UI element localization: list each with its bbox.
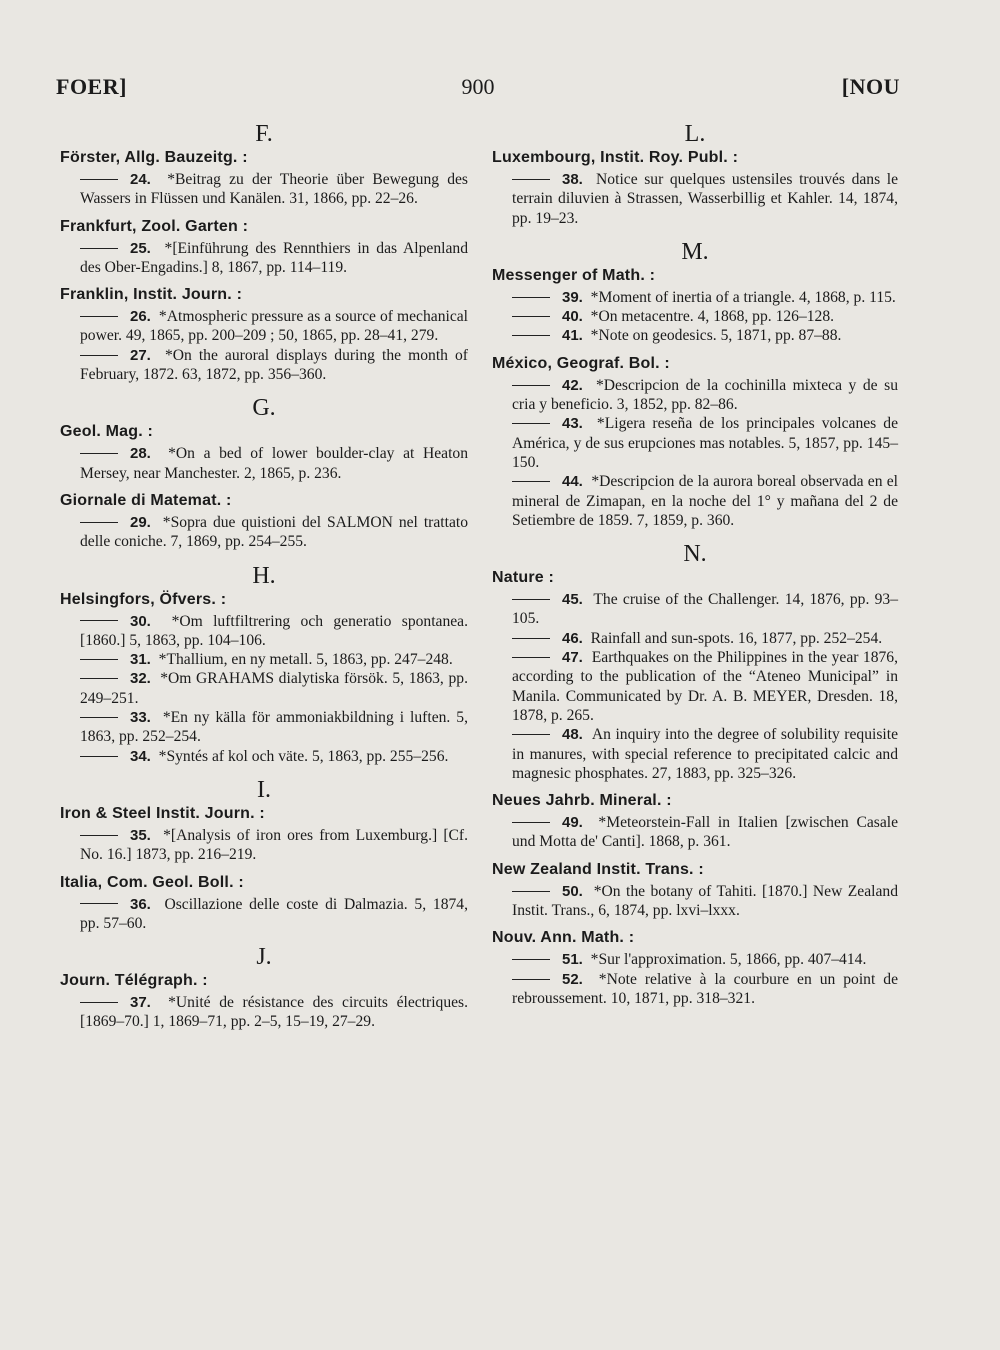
journal-heading: Journ. Télégraph. : — [60, 972, 208, 990]
ditto-dash — [512, 385, 550, 386]
catalogue-entry — [492, 326, 898, 345]
entry-number: 47. — [562, 649, 583, 667]
entry-number: 32. — [130, 670, 151, 688]
entry-number: 40. — [562, 308, 583, 326]
entry-text: *On the auroral displays during the month of February, 1872. 63, 1872, pp. 356–360. — [80, 346, 468, 384]
entry-number: 42. — [562, 376, 583, 394]
journal-heading: Nature : — [492, 569, 555, 587]
catalogue-entry — [60, 895, 468, 934]
ditto-dash — [512, 891, 550, 892]
catalogue-entry — [60, 826, 468, 865]
entry-number: 28. — [130, 445, 151, 463]
ditto-dash — [80, 453, 118, 454]
ditto-dash — [512, 179, 550, 180]
entry-number: 34. — [130, 747, 151, 765]
entry-text: *Om luftfiltrering och generatio spontanea. [1860.] 5, 1863, pp. 104–106. — [80, 612, 469, 649]
journal-heading: Frankfurt, Zool. Garten : — [60, 217, 249, 235]
entry-number: 48. — [562, 726, 583, 744]
section-letter: F. — [255, 121, 273, 147]
ditto-dash — [512, 335, 550, 336]
journal-heading: Franklin, Instit. Journ. : — [60, 286, 243, 304]
catalogue-entry — [492, 414, 898, 472]
journal-heading: Iron & Steel Instit. Journ. : — [60, 804, 265, 822]
ditto-dash — [512, 481, 550, 482]
catalogue-entry — [60, 747, 468, 766]
entry-text: *Beitrag zu der Theorie über Bewegung des Wassers in Flüssen und Kanälen. 31, 1866, pp. 22–26. — [80, 171, 469, 208]
catalogue-entry — [492, 648, 898, 725]
catalogue-entry — [492, 170, 898, 228]
catalogue-entry — [60, 170, 468, 209]
journal-heading: New Zealand Instit. Trans. : — [492, 860, 704, 878]
journal-heading: Luxembourg, Instit. Roy. Publ. : — [492, 149, 739, 166]
catalogue-entry — [492, 590, 898, 629]
ditto-dash — [80, 659, 118, 660]
entry-number: 33. — [130, 709, 151, 727]
ditto-dash — [512, 734, 550, 735]
entry-number: 31. — [130, 651, 151, 669]
entry-text: Rainfall and sun-spots. 16, 1877, pp. 252–254. — [590, 629, 883, 647]
ditto-dash — [512, 638, 550, 639]
entry-number: 27. — [130, 346, 151, 364]
journal-heading: Italia, Com. Geol. Boll. : — [60, 873, 244, 891]
catalogue-entry — [492, 307, 898, 326]
entry-text: *Om GRAHAMS dialytiska försök. 5, 1863, pp. 249–251. — [80, 670, 468, 707]
entry-text: *Note relative à la courbure en un point de rebroussement. 10, 1871, pp. 318–321. — [512, 970, 898, 1007]
entry-number: 41. — [562, 327, 583, 345]
entry-number: 37. — [130, 994, 151, 1012]
ditto-dash — [80, 756, 118, 757]
entry-text: An inquiry into the degree of solubility requisite in manures, with special reference to precipitated calcic and magnesic phosphates. 27, 1883, pp. 325–326. — [512, 726, 898, 782]
header-left-range: FOER] — [56, 74, 127, 99]
entry-text: Oscillazione delle coste di Dalmazia. 5, 1874, pp. 57–60. — [80, 895, 468, 932]
entry-text: *Syntés af kol och väte. 5, 1863, pp. 255–256. — [158, 747, 449, 765]
entry-text: *On a bed of lower boulder-clay at Heaton Mersey, near Manchester. 2, 1865, p. 236. — [80, 445, 468, 482]
entry-number: 30. — [130, 612, 151, 630]
entry-number: 51. — [562, 951, 583, 969]
entry-text: *Descripcion de la cochinilla mixteca y de su cria y beneficio. 3, 1852, pp. 82–86. — [512, 376, 899, 414]
section-letter: G. — [252, 395, 276, 422]
journal-heading: Neues Jahrb. Mineral. : — [492, 792, 672, 810]
entry-number: 44. — [562, 473, 583, 491]
ditto-dash — [80, 1002, 118, 1003]
entry-number: 26. — [130, 308, 151, 326]
entry-text: The cruise of the Challenger. 14, 1876, pp. 93–105. — [512, 591, 898, 628]
journal-heading: Giornale di Matemat. : — [60, 491, 232, 509]
journal-heading: Messenger of Math. : — [492, 266, 656, 284]
catalogue-entry — [60, 993, 468, 1032]
entry-text: *Meteorstein-Fall in Italien [zwischen Casale und Motta de' Canti]. 1868, p. 361. — [512, 814, 899, 851]
ditto-dash — [512, 959, 550, 960]
catalogue-entry — [60, 346, 468, 385]
ditto-dash — [80, 835, 118, 836]
entry-number: 35. — [130, 826, 151, 844]
entry-text: *En ny källa för ammoniakbildning i luften. 5, 1863, pp. 252–254. — [80, 709, 469, 746]
catalogue-entry — [492, 950, 898, 969]
entry-text: Notice sur quelques ustensiles trouvés dans le terrain diluvien à Strassen, Wasserbillig et Kahler. 14, 1874, pp. 19–23. — [512, 171, 899, 227]
entry-number: 46. — [562, 629, 583, 647]
ditto-dash — [80, 179, 118, 180]
entry-number: 49. — [562, 814, 583, 832]
entry-number: 45. — [562, 591, 583, 609]
journal-heading: Geol. Mag. : — [60, 423, 154, 441]
section-letter: L. — [684, 121, 706, 147]
catalogue-entry — [492, 882, 898, 921]
ditto-dash — [80, 678, 118, 679]
entry-text: Earthquakes on the Philippines in the year 1876, according to the publication of the “Ateneo Municipal” in Manila. Communicated by Dr. A. B. MEYER, Dresden. 18, 1878, p. 265. — [512, 649, 898, 724]
section-letter: I. — [257, 776, 271, 803]
running-header — [56, 74, 900, 104]
catalogue-entry — [492, 813, 898, 852]
catalogue-entry — [60, 669, 468, 708]
journal-heading: Nouv. Ann. Math. : — [492, 929, 635, 947]
catalogue-entry — [60, 513, 468, 552]
ditto-dash — [80, 903, 118, 904]
catalogue-entry — [60, 239, 468, 278]
entry-text: *Descripcion de la aurora boreal observada en el mineral de Zimapan, en la noche del 1° y mañana del 2 de Setiembre de 1859. 7, 1859, p. 360. — [512, 473, 899, 529]
entry-number: 52. — [562, 970, 583, 988]
catalogue-entry — [60, 612, 468, 651]
entry-text: *Thallium, en ny metall. 5, 1863, pp. 247–248. — [158, 651, 453, 669]
right-column — [492, 120, 898, 1008]
catalogue-entry — [492, 472, 898, 530]
catalogue-entry — [492, 725, 898, 783]
catalogue-entry — [60, 650, 468, 669]
entry-number: 36. — [130, 895, 151, 913]
ditto-dash — [80, 248, 118, 249]
entry-text: *Moment of inertia of a triangle. 4, 1868, p. 115. — [590, 288, 896, 306]
catalogue-entry — [60, 444, 468, 483]
entry-text: *Unité de résistance des circuits électriques. [1869–70.] 1, 1869–71, pp. 2–5, 15–19, 27–29. — [80, 994, 469, 1031]
ditto-dash — [80, 717, 118, 718]
ditto-dash — [512, 423, 550, 424]
catalogue-entry — [492, 376, 898, 415]
ditto-dash — [80, 620, 118, 621]
catalogue-entry — [492, 970, 898, 1009]
ditto-dash — [80, 522, 118, 523]
ditto-dash — [512, 657, 550, 658]
entry-number: 25. — [130, 239, 151, 257]
entry-number: 24. — [130, 171, 151, 188]
catalogue-entry — [60, 307, 468, 346]
journal-heading: México, Geograf. Bol. : — [492, 354, 670, 372]
section-letter: M. — [681, 238, 709, 265]
ditto-dash — [512, 297, 550, 298]
catalogue-entry — [60, 708, 468, 747]
section-letter: H. — [252, 562, 276, 589]
ditto-dash — [512, 822, 550, 823]
entry-text: *Note on geodesics. 5, 1871, pp. 87–88. — [590, 327, 842, 345]
entry-number: 38. — [562, 171, 583, 188]
entry-number: 50. — [562, 882, 583, 900]
entry-text: *Sur l'approximation. 5, 1866, pp. 407–414. — [590, 951, 867, 969]
ditto-dash — [512, 979, 550, 980]
ditto-dash — [80, 316, 118, 317]
ditto-dash — [512, 599, 550, 600]
entry-text: *Ligera reseña de los principales volcanes de América, y de sus erupciones mas notables. 5, 1857, pp. 145–150. — [512, 415, 898, 471]
section-letter: N. — [683, 541, 707, 568]
entry-number: 43. — [562, 415, 583, 433]
entry-number: 29. — [130, 513, 151, 531]
ditto-dash — [80, 355, 118, 356]
catalogue-entry — [492, 288, 898, 307]
entry-text: *Atmospheric pressure as a source of mechanical power. 49, 1865, pp. 200–209 ; 50, 1865, pp. 28–41, 279. — [80, 308, 468, 345]
journal-heading: Förster, Allg. Bauzeitg. : — [60, 149, 248, 166]
section-letter: J. — [256, 944, 272, 971]
entry-text: *On metacentre. 4, 1868, pp. 126–128. — [590, 308, 835, 326]
entry-text: *Sopra due quistioni del SALMON nel trattato delle coniche. 7, 1869, pp. 254–255. — [80, 513, 468, 551]
journal-heading: Helsingfors, Öfvers. : — [60, 590, 227, 608]
entry-text: *On the botany of Tahiti. [1870.] New Zealand Instit. Trans., 6, 1874, pp. lxvi–lxxx. — [512, 882, 899, 920]
entry-text: *[Einführung des Rennthiers in das Alpenland des Ober-Engadins.] 8, 1867, pp. 114–119. — [80, 239, 469, 276]
ditto-dash — [512, 316, 550, 317]
left-column — [60, 120, 468, 1032]
page-number: 900 — [461, 74, 495, 99]
entry-number: 39. — [562, 288, 583, 306]
header-right-range: [NOU — [841, 74, 900, 99]
catalogue-entry — [492, 629, 898, 648]
entry-text: *[Analysis of iron ores from Luxemburg.] [Cf. No. 16.] 1873, pp. 216–219. — [80, 826, 469, 864]
